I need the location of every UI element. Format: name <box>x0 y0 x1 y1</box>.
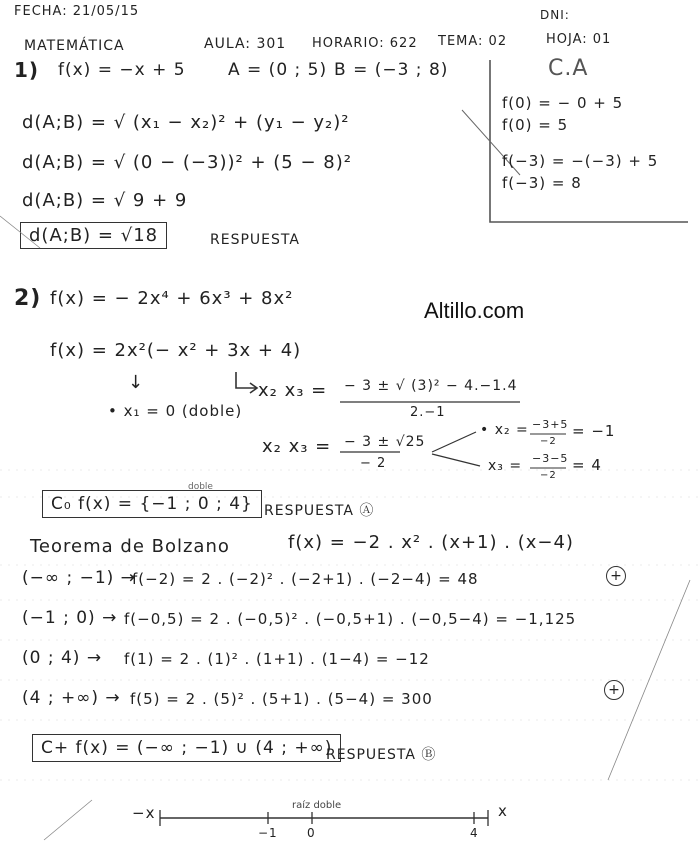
bolzano-title: Teorema de Bolzano <box>30 536 230 557</box>
bolzano-row-4-calc: f(5) = 2 . (5)² . (5+1) . (5−4) = 300 <box>130 690 433 708</box>
q2-root-x3: x₃ = <box>488 458 523 474</box>
q2-quadratic-numerator: − 3 ± √ (3)² − 4.−1.4 <box>344 378 518 394</box>
dni-field: DNI: <box>540 8 570 22</box>
q2-x2-numerator: −3+5 <box>532 418 569 431</box>
q2-x2-denominator: −2 <box>540 436 557 447</box>
axis-tick-minus1: −1 <box>258 826 278 840</box>
q2-c0-set: {−1 ; 0 ; 4} <box>139 494 253 514</box>
ca-line-2: f(0) = 5 <box>502 116 569 134</box>
bolzano-row-2-calc: f(−0,5) = 2 . (−0,5)² . (−0,5+1) . (−0,5−4) = −1,125 <box>124 610 577 628</box>
bolzano-row-1-calc: f(−2) = 2 . (−2)² . (−2+1) . (−2−4) = 48 <box>132 570 479 588</box>
q1-distance-values: d(A;B) = √ 9 + 9 <box>22 190 188 211</box>
q2-quadratic2-denominator: − 2 <box>360 456 387 471</box>
q1-point-a: A = (0 ; 5) <box>228 60 328 80</box>
q2-root-x2: • x₂ = <box>480 422 529 438</box>
classroom-label: AULA: 301 <box>204 36 287 52</box>
q2-quadratic2-numerator: − 3 ± √25 <box>344 434 426 450</box>
q2-quadratic2-lhs: x₂ x₃ = <box>262 436 332 457</box>
q2-arrow-down: ↓ <box>128 372 145 393</box>
q1-answer-label: RESPUESTA <box>210 232 300 248</box>
axis-positive-label: x <box>498 802 508 820</box>
q1-function: f(x) = −x + 5 <box>58 60 186 80</box>
q2-root-x1: • x₁ = 0 (doble) <box>108 402 243 420</box>
q1-point-b: B = (−3 ; 8) <box>334 60 449 80</box>
bolzano-row-1-interval: (−∞ ; −1) → <box>22 568 136 588</box>
axis-doble-note: raíz doble <box>292 800 342 811</box>
date-field: FECHA: 21/05/15 <box>14 4 140 19</box>
sheet-label: HOJA: 01 <box>546 32 612 47</box>
ca-title: C.A <box>548 56 589 81</box>
q2-cplus-set: C+ f(x) = (−∞ ; −1) ∪ (4 ; +∞) <box>41 738 333 758</box>
ca-line-1: f(0) = − 0 + 5 <box>502 94 624 112</box>
q2-c0-prefix: C₀ f(x) = <box>51 494 134 514</box>
q2-quadratic-lhs: x₂ x₃ = <box>258 380 328 401</box>
q2-function: f(x) = − 2x⁴ + 6x³ + 8x² <box>50 288 294 309</box>
bolzano-function: f(x) = −2 . x² . (x+1) . (x−4) <box>288 532 574 553</box>
bolzano-row-4-interval: (4 ; +∞) → <box>22 688 121 708</box>
bolzano-row-2-interval: (−1 ; 0) → <box>22 608 118 628</box>
q2-x2-value: = −1 <box>572 422 616 440</box>
subject-label: MATEMÁTICA <box>24 38 125 54</box>
q2-x3-numerator: −3−5 <box>532 452 569 465</box>
q2-c0-label: RESPUESTA Ⓐ <box>264 503 375 519</box>
watermark-logo: Altillo.com <box>424 298 525 323</box>
q2-factored: f(x) = 2x²(− x² + 3x + 4) <box>50 340 302 361</box>
topic-label: TEMA: 02 <box>438 34 508 49</box>
axis-negative-label: −x <box>132 804 156 822</box>
bolzano-row-3-interval: (0 ; 4) → <box>22 648 103 668</box>
ca-line-3: f(−3) = −(−3) + 5 <box>502 152 659 170</box>
axis-tick-4: 4 <box>470 826 479 840</box>
q2-c0-doble-note: doble <box>188 482 213 492</box>
schedule-label: HORARIO: 622 <box>312 36 418 51</box>
ca-line-4: f(−3) = 8 <box>502 174 582 192</box>
q1-answer: d(A;B) = √18 <box>29 225 159 246</box>
bolzano-row-1-sign: + <box>606 566 626 586</box>
question-2-number: 2) <box>14 286 42 311</box>
q1-distance-formula: d(A;B) = √ (x₁ − x₂)² + (y₁ − y₂)² <box>22 112 350 133</box>
q2-x3-value: = 4 <box>572 456 602 474</box>
q2-quadratic-denominator: 2.−1 <box>410 405 446 420</box>
bolzano-row-3-calc: f(1) = 2 . (1)² . (1+1) . (1−4) = −12 <box>124 650 430 668</box>
q2-cplus-label: RESPUESTA Ⓑ <box>326 747 437 763</box>
q2-x3-denominator: −2 <box>540 470 557 481</box>
question-1-number: 1) <box>14 58 40 82</box>
q1-distance-substitution: d(A;B) = √ (0 − (−3))² + (5 − 8)² <box>22 152 352 173</box>
axis-tick-0: 0 <box>307 826 316 840</box>
bolzano-row-4-sign: + <box>604 680 624 700</box>
